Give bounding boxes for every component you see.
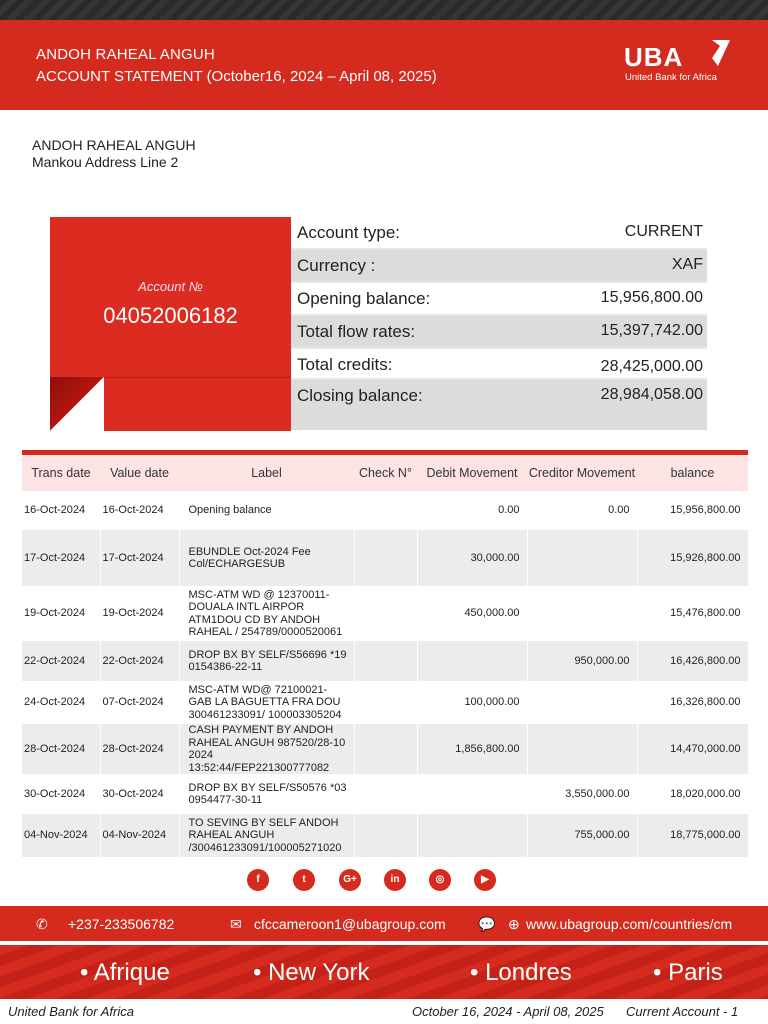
account-number-label: Account № bbox=[138, 279, 203, 294]
summary-value: 28,425,000.00 bbox=[600, 358, 703, 375]
cell-check-no bbox=[354, 530, 417, 586]
chat-icon: 💬 bbox=[478, 916, 496, 932]
cell-balance: 16,426,800.00 bbox=[637, 641, 748, 681]
table-row bbox=[22, 814, 748, 857]
youtube-icon[interactable]: ▶ bbox=[474, 869, 496, 891]
summary-row-currency bbox=[291, 250, 707, 283]
cell-check-no bbox=[354, 491, 417, 530]
cell-credit: 950,000.00 bbox=[527, 641, 637, 681]
table-row bbox=[22, 774, 748, 814]
cell-label: EBUNDLE Oct-2024 Fee Col/ECHARGESUB bbox=[179, 530, 354, 586]
cell-trans-date: 24-Oct-2024 bbox=[22, 681, 100, 724]
city-label: Londres bbox=[485, 959, 572, 986]
cell-debit bbox=[417, 641, 527, 681]
table-row bbox=[22, 530, 748, 586]
statement-header bbox=[0, 20, 768, 110]
summary-row-total-credits bbox=[291, 349, 707, 380]
city-label: New York bbox=[268, 959, 370, 986]
cell-balance: 16,326,800.00 bbox=[637, 681, 748, 724]
table-row bbox=[22, 641, 748, 681]
cell-check-no bbox=[354, 586, 417, 641]
twitter-icon[interactable]: t bbox=[293, 869, 315, 891]
cell-balance: 14,470,000.00 bbox=[637, 724, 748, 774]
summary-value: 15,956,800.00 bbox=[600, 289, 703, 306]
col-header-value-date: Value date bbox=[100, 455, 179, 491]
summary-label: Total flow rates: bbox=[297, 322, 416, 341]
cell-debit: 450,000.00 bbox=[417, 586, 527, 641]
col-header-credit: Creditor Movement bbox=[527, 455, 637, 491]
col-header-trans-date: Trans date bbox=[22, 455, 100, 491]
summary-value: CURRENT bbox=[624, 223, 703, 240]
account-number: 04052006182 bbox=[103, 303, 238, 328]
col-header-balance: balance bbox=[637, 455, 748, 491]
page-fold-decoration bbox=[50, 377, 104, 431]
city-item: • Afrique bbox=[80, 959, 170, 986]
header-account-holder: ANDOH RAHEAL ANGUH bbox=[36, 46, 215, 63]
summary-label: Currency : bbox=[297, 256, 376, 275]
cell-credit: 755,000.00 bbox=[527, 814, 637, 857]
instagram-icon[interactable]: ◎ bbox=[429, 869, 451, 891]
google-plus-icon[interactable]: G+ bbox=[339, 869, 361, 891]
cell-credit bbox=[527, 681, 637, 724]
logo-wordmark: UBA bbox=[624, 42, 684, 72]
cell-trans-date: 17-Oct-2024 bbox=[22, 530, 100, 586]
linkedin-icon[interactable]: in bbox=[384, 869, 406, 891]
address-line: Mankou Address Line 2 bbox=[32, 154, 179, 170]
summary-value: 28,984,058.00 bbox=[600, 386, 703, 403]
decorative-top-strip bbox=[0, 0, 768, 20]
contact-email[interactable]: cfccameroon1@ubagroup.com bbox=[254, 916, 446, 932]
cell-value-date: 28-Oct-2024 bbox=[100, 724, 179, 774]
cell-label: MSC-ATM WD@ 72100021-GAB LA BAGUETTA FRA DOU 300461233091/ 100003305204 bbox=[179, 681, 354, 724]
contact-website[interactable]: www.ubagroup.com/countries/cm bbox=[526, 916, 733, 932]
cell-value-date: 30-Oct-2024 bbox=[100, 774, 179, 814]
city-item: • Paris bbox=[653, 959, 723, 986]
city-label: Paris bbox=[668, 959, 723, 986]
city-item: • New York bbox=[253, 959, 370, 986]
cell-debit bbox=[417, 774, 527, 814]
cell-check-no bbox=[354, 814, 417, 857]
cell-value-date: 16-Oct-2024 bbox=[100, 491, 179, 530]
logo-subtitle: United Bank for Africa bbox=[625, 72, 717, 83]
summary-row-closing-balance bbox=[291, 380, 707, 430]
email-icon: ✉ bbox=[230, 916, 242, 932]
facebook-icon[interactable]: f bbox=[247, 869, 269, 891]
summary-label: Closing balance: bbox=[297, 386, 423, 405]
account-summary bbox=[291, 217, 707, 430]
cell-check-no bbox=[354, 641, 417, 681]
summary-value: XAF bbox=[671, 256, 703, 273]
table-row bbox=[22, 491, 748, 530]
contact-bar bbox=[0, 906, 768, 941]
summary-label: Opening balance: bbox=[297, 289, 431, 308]
uba-logo bbox=[624, 36, 744, 96]
cell-balance: 18,775,000.00 bbox=[637, 814, 748, 857]
table-row bbox=[22, 724, 748, 774]
logo-mark-icon bbox=[704, 38, 732, 70]
account-number-card bbox=[50, 217, 291, 431]
summary-value: 15,397,742.00 bbox=[600, 322, 703, 339]
contact-phone[interactable]: +237-233506782 bbox=[68, 916, 175, 932]
cell-check-no bbox=[354, 774, 417, 814]
col-header-debit: Debit Movement bbox=[417, 455, 527, 491]
cell-credit bbox=[527, 530, 637, 586]
cell-check-no bbox=[354, 681, 417, 724]
cell-value-date: 17-Oct-2024 bbox=[100, 530, 179, 586]
table-row bbox=[22, 681, 748, 724]
cell-value-date: 19-Oct-2024 bbox=[100, 586, 179, 641]
cell-credit: 0.00 bbox=[527, 491, 637, 530]
col-header-check-no: Check N° bbox=[354, 455, 417, 491]
cell-balance: 18,020,000.00 bbox=[637, 774, 748, 814]
cell-label: Opening balance bbox=[179, 491, 354, 530]
address-name: ANDOH RAHEAL ANGUH bbox=[32, 137, 196, 153]
cell-trans-date: 22-Oct-2024 bbox=[22, 641, 100, 681]
summary-label: Account type: bbox=[297, 223, 401, 242]
cell-check-no bbox=[354, 724, 417, 774]
cell-credit: 3,550,000.00 bbox=[527, 774, 637, 814]
summary-row-total-flow-rates bbox=[291, 316, 707, 349]
cell-value-date: 22-Oct-2024 bbox=[100, 641, 179, 681]
phone-icon: ✆ bbox=[36, 916, 48, 932]
cell-trans-date: 30-Oct-2024 bbox=[22, 774, 100, 814]
transactions-table bbox=[22, 455, 749, 857]
cell-debit bbox=[417, 814, 527, 857]
page-footer bbox=[0, 1000, 768, 1024]
footer-account-page: Current Account - 1 bbox=[626, 1004, 739, 1019]
summary-row-opening-balance bbox=[291, 283, 707, 316]
cell-label: MSC-ATM WD @ 12370011-DOUALA INTL AIRPOR ATM1DOU CD BY ANDOH RAHEAL / 254789/0000520061 bbox=[179, 586, 354, 641]
cell-credit bbox=[527, 586, 637, 641]
cell-debit: 100,000.00 bbox=[417, 681, 527, 724]
cell-debit: 0.00 bbox=[417, 491, 527, 530]
cell-debit: 1,856,800.00 bbox=[417, 724, 527, 774]
cell-balance: 15,476,800.00 bbox=[637, 586, 748, 641]
col-header-label: Label bbox=[179, 455, 354, 491]
cell-label: CASH PAYMENT BY ANDOH RAHEAL ANGUH 987520/28-10 2024 13:52:44/FEP221300777082 bbox=[179, 724, 354, 774]
cell-trans-date: 28-Oct-2024 bbox=[22, 724, 100, 774]
cell-label: DROP BX BY SELF/S56696 *19 0154386-22-11 bbox=[179, 641, 354, 681]
cell-value-date: 04-Nov-2024 bbox=[100, 814, 179, 857]
city-item: • Londres bbox=[470, 959, 572, 986]
cell-value-date: 07-Oct-2024 bbox=[100, 681, 179, 724]
cell-label: TO SEVING BY SELF ANDOH RAHEAL ANGUH /300461233091/100005271020 bbox=[179, 814, 354, 857]
city-label: Afrique bbox=[93, 959, 170, 986]
table-header-row bbox=[22, 455, 748, 491]
cities-banner bbox=[0, 945, 768, 999]
cell-trans-date: 04-Nov-2024 bbox=[22, 814, 100, 857]
cell-debit: 30,000.00 bbox=[417, 530, 527, 586]
cell-credit bbox=[527, 724, 637, 774]
cell-trans-date: 16-Oct-2024 bbox=[22, 491, 100, 530]
footer-period: October 16, 2024 - April 08, 2025 bbox=[412, 1004, 604, 1019]
cell-balance: 15,926,800.00 bbox=[637, 530, 748, 586]
cell-label: DROP BX BY SELF/S50576 *03 0954477-30-11 bbox=[179, 774, 354, 814]
table-row bbox=[22, 586, 748, 641]
globe-icon: ⊕ bbox=[508, 916, 520, 932]
footer-bank-name: United Bank for Africa bbox=[8, 1004, 134, 1019]
cell-trans-date: 19-Oct-2024 bbox=[22, 586, 100, 641]
cell-balance: 15,956,800.00 bbox=[637, 491, 748, 530]
header-statement-period: ACCOUNT STATEMENT (October16, 2024 – April 08, 2025) bbox=[36, 68, 437, 85]
summary-label: Total credits: bbox=[297, 355, 393, 374]
summary-row-account-type bbox=[291, 217, 707, 250]
